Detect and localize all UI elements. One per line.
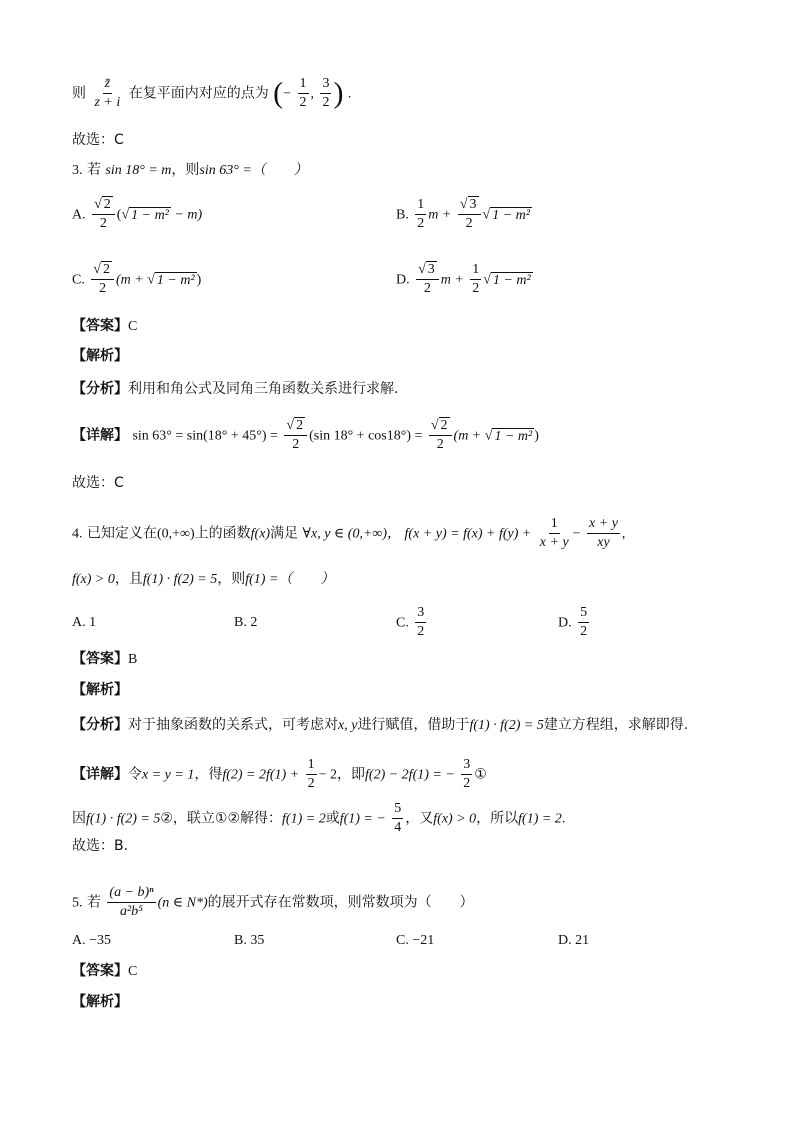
q2-prefix: 则 — [72, 85, 86, 102]
q3-answer: 【答案】C — [72, 318, 138, 334]
q5-option-a[interactable]: A. −35 — [72, 933, 112, 948]
q3-stem: 3. 若 sin 18° = m，则sin 63° =（ ） — [72, 162, 308, 178]
q4-detail-line2: 因f(1) · f(2) = 5②，联立①②解得：f(1) = 2或f(1) = − $\frac{5}{4}$ ，又f(x) > 0，所以f(1) = 2. — [72, 801, 566, 836]
q3-option-d[interactable]: D. $\frac{√ 3}{2}$ m + $\frac{1}{2}$ √ 1 − m² — [396, 262, 531, 297]
q2-fraction: $\frac{z̄}{z + i}$ — [94, 76, 121, 111]
q4-detail-line1: 【详解】令x = y = 1，得f(2) = 2f(1) + $\frac{1}{2}$ − 2，即f(2) − 2f(1) = − $\frac{3}{2}$ ① — [72, 757, 487, 792]
q5-answer: 【答案】C — [72, 963, 138, 979]
q2-choose: 故选：C — [72, 132, 124, 148]
q4-fenxi: 【分析】对于抽象函数的关系式，可考虑对x, y进行赋值，借助于f(1) · f(2) = 5建立方程组，求解即得. — [72, 717, 689, 733]
q4-stem-line1: 4. 已知定义在(0,+∞)上的函数f(x)满足 ∀x, y ∈ (0,+∞)， f(x + y) = f(x) + f(y) + $\frac{1}{x + y}$ − $\frac{x + y}{xy}$ , — [72, 516, 626, 551]
q5-option-b[interactable]: B. 35 — [234, 933, 265, 948]
q2-conclusion-line: 则 $\frac{z̄}{z + i}$ 在复平面内对应的点为 (− $\frac{1}{2}$ , $\frac{3}{2}$ ) . — [72, 76, 352, 111]
q4-option-a[interactable]: A. 1 — [72, 615, 97, 630]
q3-fenxi: 【分析】利用和角公式及同角三角函数关系进行求解. — [72, 381, 399, 397]
q5-option-c[interactable]: C. −21 — [396, 933, 435, 948]
q4-choose: 故选：B. — [72, 838, 129, 854]
q4-option-d[interactable]: D. $\frac{5}{2}$ — [558, 605, 588, 640]
q4-option-c[interactable]: C. $\frac{3}{2}$ — [396, 605, 425, 640]
q3-option-c[interactable]: C. $\frac{√ 2}{2}$ (m + √ 1 − m² ) — [72, 262, 202, 297]
q3-option-a[interactable]: A. $\frac{√ 2}{2}$ (√ 1 − m² − m) — [72, 197, 203, 232]
q5-option-d[interactable]: D. 21 — [558, 933, 590, 948]
question-number: 5. — [72, 895, 83, 911]
q5-analysis-tag: 【解析】 — [72, 994, 128, 1010]
q3-detail: 【详解】 sin 63° = sin(18° + 45°) = $\frac{√ 2}{2}$ (sin 18° + cos18°) = $\frac{√ 2}{2}$ (m + √ 1 − m² ) — [72, 418, 539, 453]
q2-point-x: $\frac{1}{2}$ — [299, 76, 307, 111]
q3-analysis-tag: 【解析】 — [72, 348, 128, 364]
q3-choose: 故选：C — [72, 475, 124, 491]
q4-stem-line2: f(x) > 0，且f(1) · f(2) = 5，则f(1) =（ ） — [72, 571, 335, 587]
question-number: 3. — [72, 163, 83, 178]
q3-option-b[interactable]: B. $\frac{1}{2}$ m + $\frac{√ 3}{2}$ √ 1 − m² — [396, 197, 530, 232]
q5-stem: 5. 若 $\frac{\text{(a − b)ⁿ}}{\text{a²b⁵}}$ (n ∈ N*)的展开式存在常数项，则常数项为（ ） — [72, 885, 474, 920]
q4-analysis-tag: 【解析】 — [72, 682, 128, 698]
q2-mid-text: 在复平面内对应的点为 — [128, 85, 269, 102]
q4-option-b[interactable]: B. 2 — [234, 615, 258, 630]
q4-answer: 【答案】B — [72, 651, 138, 667]
question-number: 4. — [72, 526, 83, 542]
q2-point-y: $\frac{3}{2}$ — [322, 76, 330, 111]
